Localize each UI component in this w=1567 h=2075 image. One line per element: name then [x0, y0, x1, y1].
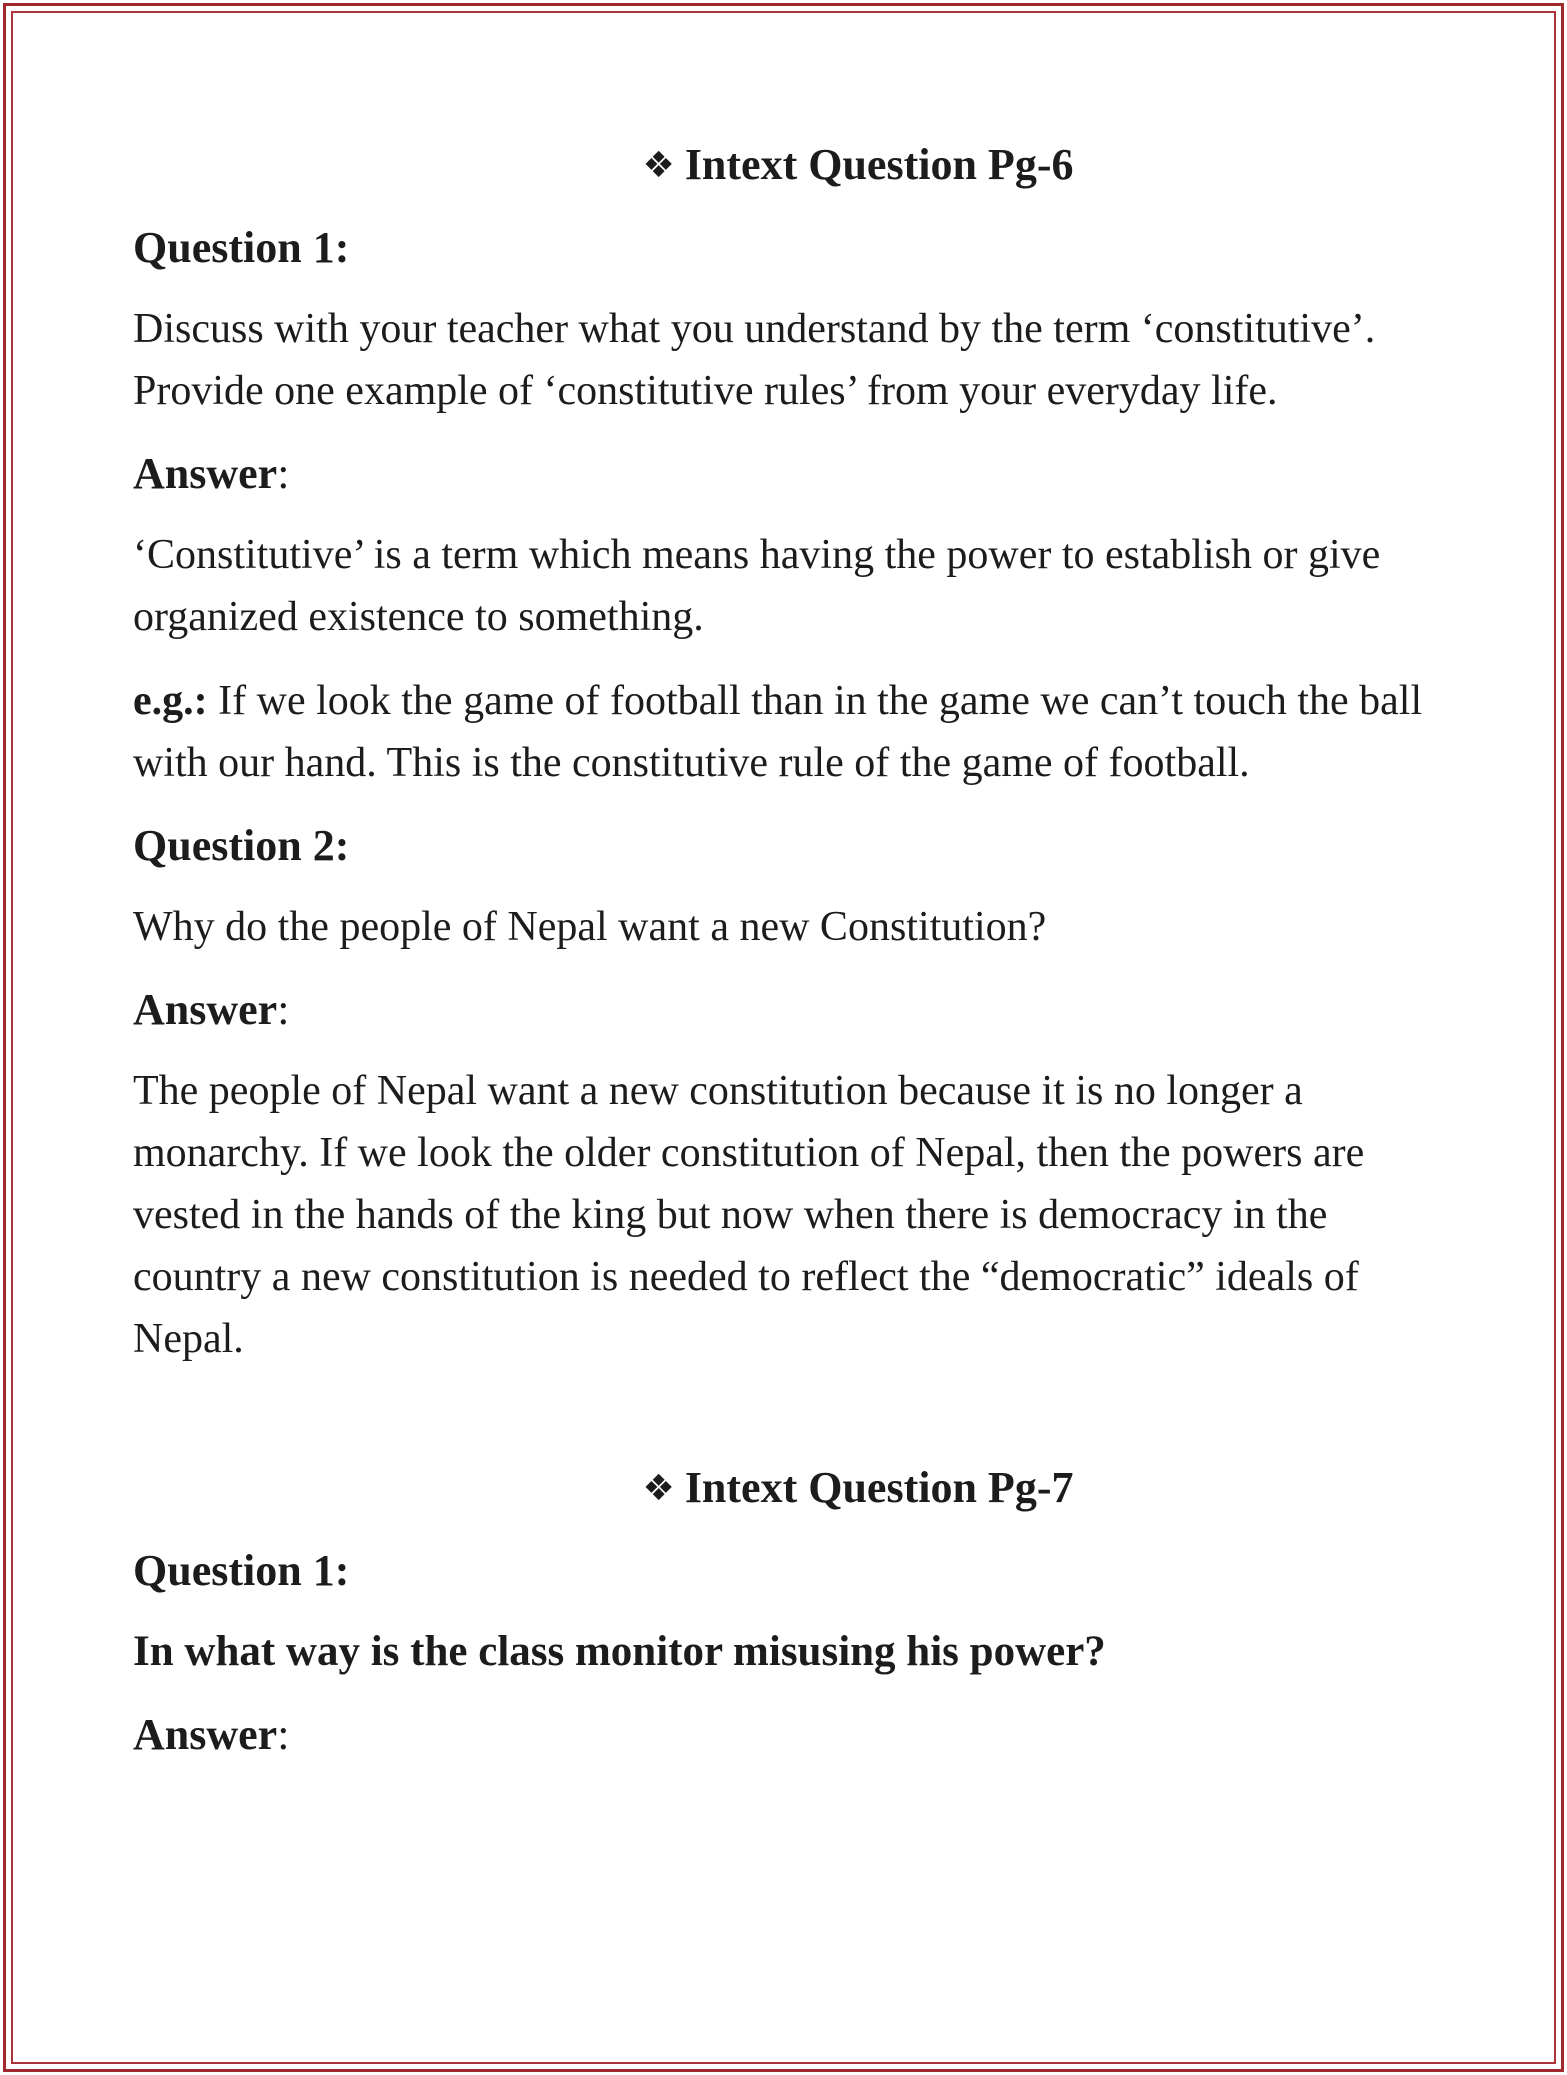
section-heading-text: Intext Question Pg-6 — [684, 140, 1074, 189]
four-diamond-ornament-icon: ❖ — [642, 145, 675, 186]
answer-label-text: Answer — [133, 1710, 278, 1759]
question-text: Discuss with your teacher what you understand by the term ‘constitutive’. Provide one example of ‘constitutive rules’ from your everyday life. — [133, 306, 1376, 414]
section-spacer — [133, 1392, 1433, 1458]
answer-label — [133, 980, 1433, 1040]
example-text: If we look the game of football than in the game we can’t touch the ball with our hand. This is the constitutive rule of the game of football. — [133, 678, 1423, 786]
answer-label — [133, 444, 1433, 504]
question-text: Why do the people of Nepal want a new Constitution? — [133, 904, 1047, 950]
answer-text: ‘Constitutive’ is a term which means having the power to establish or give organized existence to something. — [133, 532, 1381, 640]
document-content — [133, 135, 1433, 1785]
answer-label-text: Answer — [133, 449, 278, 498]
question-text: In what way is the class monitor misusing his power? — [133, 1628, 1106, 1675]
answer-colon: : — [277, 1710, 290, 1759]
section-heading-pg6 — [133, 135, 1433, 196]
answer-colon: : — [277, 449, 290, 498]
answer-text: The people of Nepal want a new constitution because it is no longer a monarchy. If we look the older constitution of Nepal, then the powers are vested in the hands of the king but now when there is democracy in the country a new constitution is needed to reflect the “democratic” ideals of Nepal. — [133, 1068, 1365, 1362]
answer-label — [133, 1705, 1433, 1765]
answer-colon: : — [277, 985, 290, 1034]
question-label: Question 1: — [133, 1546, 350, 1595]
question-label: Question 1: — [133, 223, 350, 272]
example-paragraph — [133, 670, 1433, 794]
section-heading-pg7 — [133, 1458, 1433, 1519]
answer-label-text: Answer — [133, 985, 278, 1034]
example-label: e.g.: — [133, 678, 208, 724]
section-heading-text: Intext Question Pg-7 — [684, 1463, 1074, 1512]
four-diamond-ornament-icon: ❖ — [642, 1468, 675, 1509]
question-label: Question 2: — [133, 821, 350, 870]
